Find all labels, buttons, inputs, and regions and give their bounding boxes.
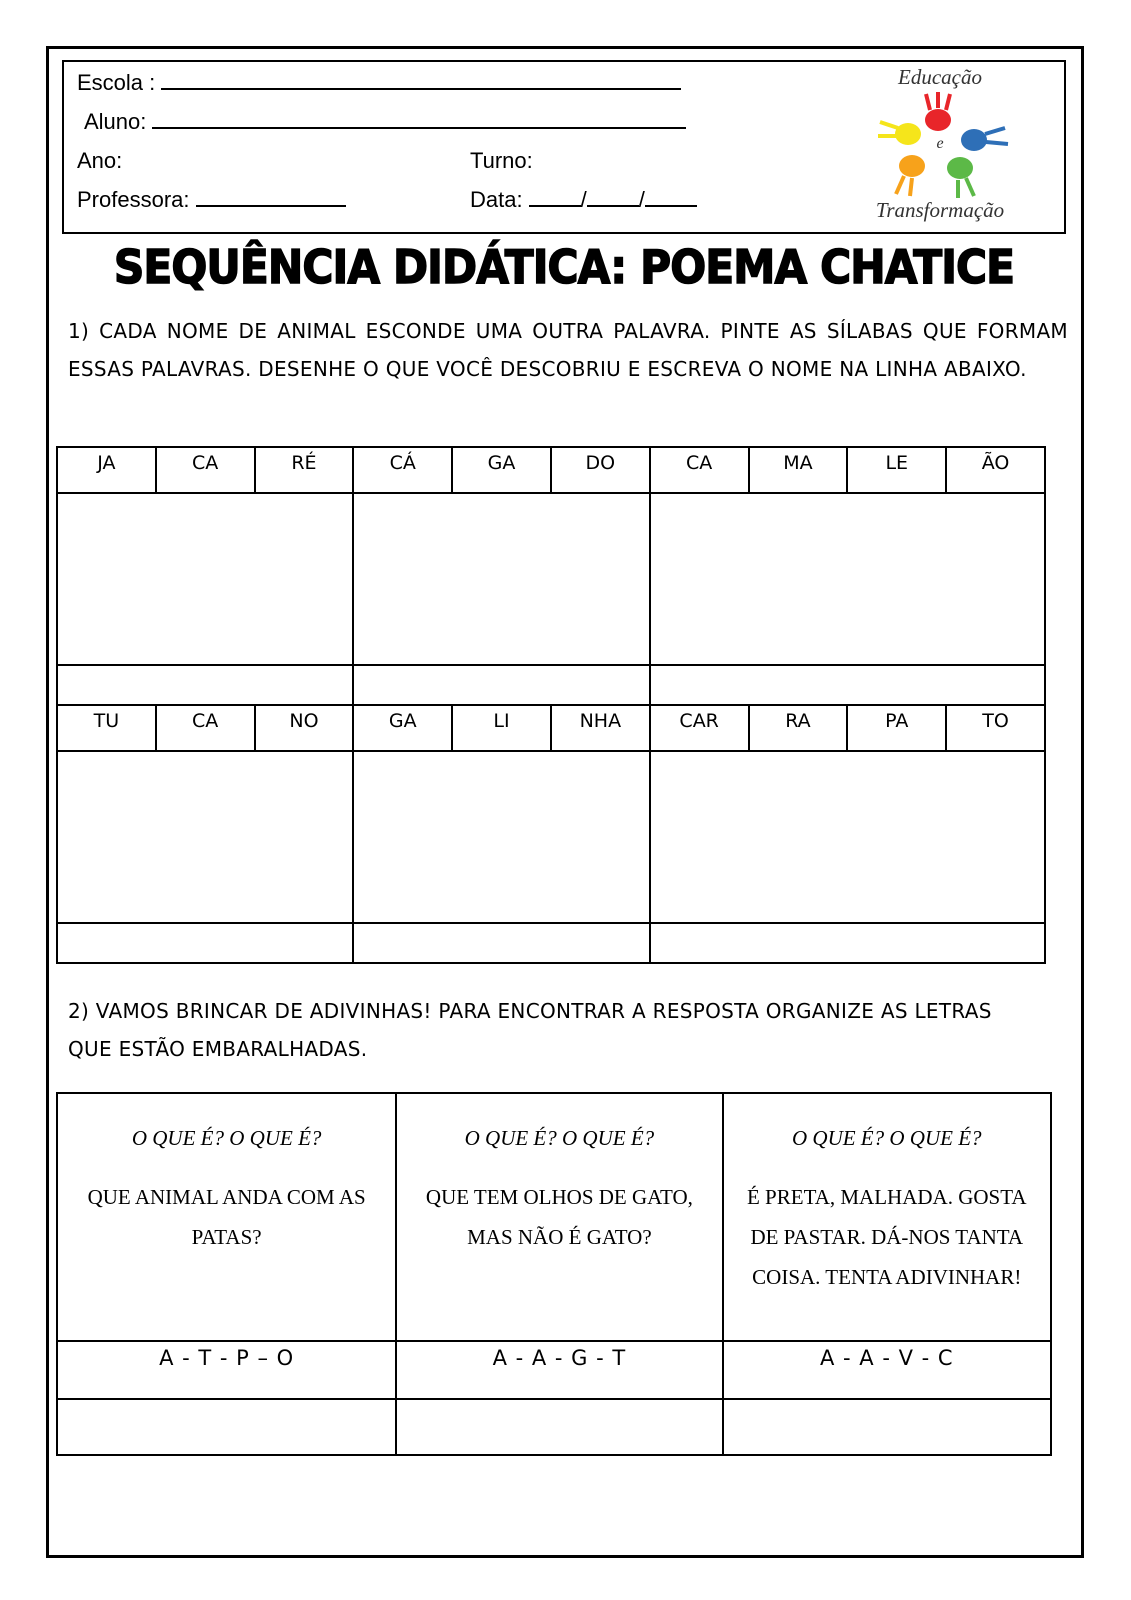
writing-line[interactable]: [353, 665, 649, 705]
riddle-question: O QUE É? O QUE É?: [791, 1126, 982, 1150]
data-field[interactable]: [470, 187, 697, 213]
professora-label: Professora:: [77, 187, 190, 212]
syllable-cell[interactable]: PA: [847, 705, 946, 751]
scrambled-letters-row: [57, 1341, 1051, 1399]
syllable-cell[interactable]: ÃO: [946, 447, 1045, 493]
riddles-table: [56, 1092, 1052, 1456]
syllable-row: [57, 447, 1045, 493]
writing-line[interactable]: [353, 923, 649, 963]
escola-field[interactable]: [77, 70, 681, 96]
professora-field[interactable]: [77, 187, 346, 213]
drawing-area[interactable]: [650, 493, 1045, 665]
syllable-cell[interactable]: TO: [946, 705, 1045, 751]
riddle-line: DE PASTAR. DÁ-NOS TANTA: [750, 1225, 1024, 1249]
question-1-text: 1) CADA NOME DE ANIMAL ESCONDE UMA OUTRA PALAVRA. PINTE AS SÍLABAS QUE FORMAM ESSAS PALAVRAS. DESENHE O QUE VOCÊ DESCOBRIU E ESCREVA O NOME NA LINHA ABAIXO.: [68, 319, 1068, 381]
syllable-cell[interactable]: CA: [156, 705, 255, 751]
syllable-cell[interactable]: LI: [452, 705, 551, 751]
data-label: Data:: [470, 187, 523, 212]
escola-label: Escola :: [77, 70, 156, 95]
answer-row: [57, 1399, 1051, 1455]
logo-middle-text: e: [936, 135, 944, 152]
professora-line[interactable]: [196, 187, 346, 207]
hand-blue-icon: [961, 128, 1008, 151]
syllable-cell[interactable]: NO: [255, 705, 354, 751]
hand-green-icon: [947, 157, 974, 198]
riddle-line: MAS NÃO É GATO?: [467, 1225, 652, 1249]
writing-row: [57, 923, 1045, 963]
riddle-cell: [57, 1093, 396, 1341]
answer-field[interactable]: [396, 1399, 722, 1455]
syllable-cell[interactable]: NHA: [551, 705, 650, 751]
riddle-row: [57, 1093, 1051, 1341]
riddle-text: [724, 1177, 1050, 1297]
logo-top-text: Educação: [898, 65, 982, 89]
syllable-cell[interactable]: CAR: [650, 705, 749, 751]
syllable-cell[interactable]: RÉ: [255, 447, 354, 493]
syllable-cell[interactable]: TU: [57, 705, 156, 751]
syllable-cell[interactable]: GA: [452, 447, 551, 493]
answer-field[interactable]: [57, 1399, 396, 1455]
drawing-area[interactable]: [650, 751, 1045, 923]
drawing-row: [57, 751, 1045, 923]
question-2-line-2: QUE ESTÃO EMBARALHADAS.: [68, 1037, 368, 1061]
riddle-line: QUE ANIMAL ANDA COM AS: [87, 1185, 366, 1209]
writing-line[interactable]: [650, 923, 1045, 963]
date-month-line[interactable]: [587, 187, 639, 207]
scrambled-letters: A - A - G - T: [396, 1341, 722, 1399]
hand-yellow-icon: [878, 122, 921, 145]
aluno-line[interactable]: [152, 109, 686, 129]
date-year-line[interactable]: [645, 187, 697, 207]
syllable-cell[interactable]: CA: [156, 447, 255, 493]
scrambled-letters: A - T - P – O: [57, 1341, 396, 1399]
drawing-area[interactable]: [57, 751, 353, 923]
riddle-text: [397, 1177, 721, 1257]
syllable-cell[interactable]: CA: [650, 447, 749, 493]
aluno-field[interactable]: [84, 109, 686, 135]
date-slash-1: /: [580, 187, 587, 212]
writing-row: [57, 665, 1045, 705]
writing-line[interactable]: [650, 665, 1045, 705]
aluno-label: Aluno:: [84, 109, 147, 134]
logo-bottom-text: Transformação: [875, 198, 1005, 222]
hand-orange-icon: [896, 155, 925, 196]
riddle-text: [58, 1177, 395, 1257]
syllable-cell[interactable]: RA: [749, 705, 848, 751]
drawing-area[interactable]: [353, 493, 649, 665]
date-slash-2: /: [638, 187, 645, 212]
syllables-table: [56, 446, 1046, 964]
hand-red-icon: [925, 92, 951, 131]
syllable-cell[interactable]: JA: [57, 447, 156, 493]
question-2-line-1: 2) VAMOS BRINCAR DE ADIVINHAS! PARA ENCONTRAR A RESPOSTA ORGANIZE AS LETRAS: [68, 999, 992, 1023]
syllable-cell[interactable]: CÁ: [353, 447, 452, 493]
escola-line[interactable]: [161, 70, 681, 90]
syllable-cell[interactable]: GA: [353, 705, 452, 751]
drawing-area[interactable]: [57, 493, 353, 665]
question-2-text: [68, 992, 1068, 1068]
riddle-question: O QUE É? O QUE É?: [131, 1126, 322, 1150]
hands-logo: [850, 62, 1030, 227]
riddle-line: COISA. TENTA ADIVINHAR!: [752, 1265, 1022, 1289]
riddle-line: É PRETA, MALHADA. GOSTA: [746, 1185, 1027, 1209]
riddle-question: O QUE É? O QUE É?: [464, 1126, 655, 1150]
turno-label: Turno:: [470, 148, 533, 173]
drawing-area[interactable]: [353, 751, 649, 923]
syllable-cell[interactable]: MA: [749, 447, 848, 493]
drawing-row: [57, 493, 1045, 665]
writing-line[interactable]: [57, 923, 353, 963]
answer-field[interactable]: [723, 1399, 1051, 1455]
page-title: SEQUÊNCIA DIDÁTICA: POEMA CHATICE: [113, 240, 1015, 294]
riddle-cell: [396, 1093, 722, 1341]
syllable-cell[interactable]: DO: [551, 447, 650, 493]
riddle-line: PATAS?: [191, 1225, 262, 1249]
date-day-line[interactable]: [529, 187, 581, 207]
syllable-row: [57, 705, 1045, 751]
riddle-cell: [723, 1093, 1051, 1341]
ano-label: Ano:: [77, 148, 123, 173]
scrambled-letters: A - A - V - C: [723, 1341, 1051, 1399]
writing-line[interactable]: [57, 665, 353, 705]
riddle-line: QUE TEM OLHOS DE GATO,: [425, 1185, 693, 1209]
syllable-cell[interactable]: LE: [847, 447, 946, 493]
